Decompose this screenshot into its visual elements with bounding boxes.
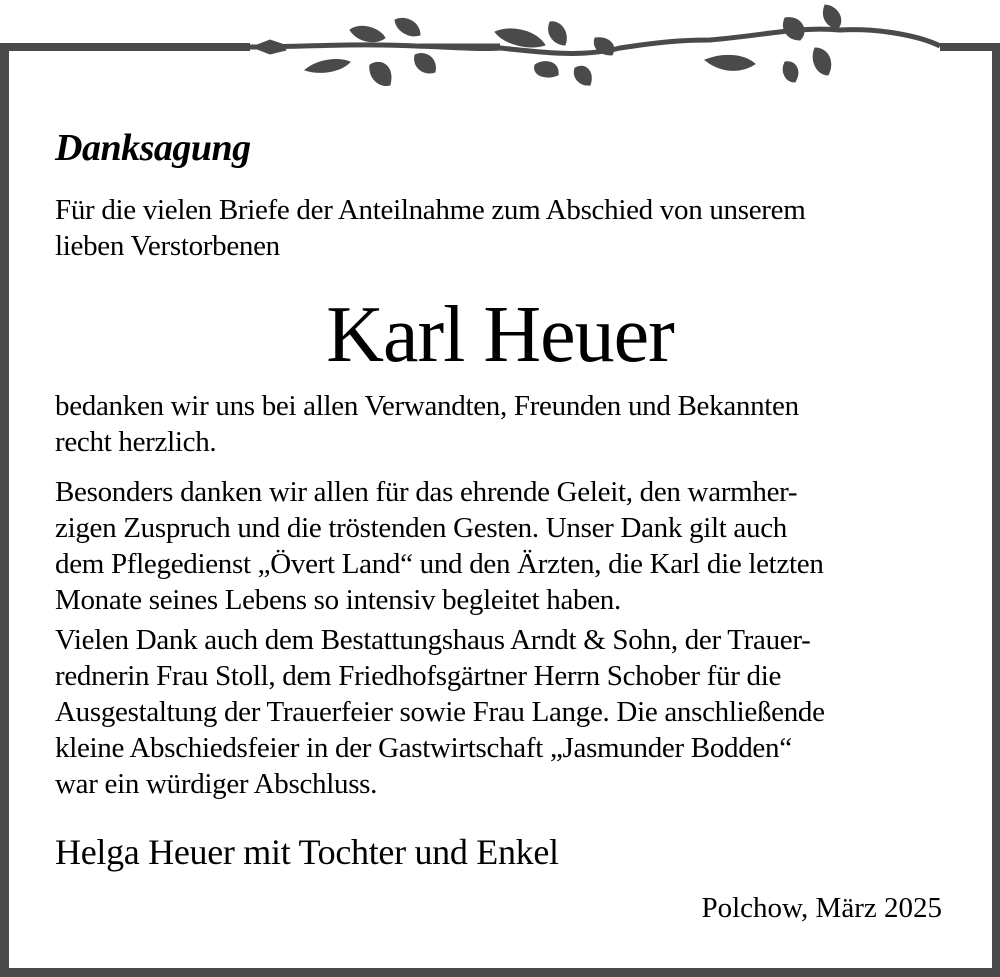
intro-paragraph [55,192,806,264]
funeral-thanks-line: Vielen Dank auch dem Bestattungshaus Arndt & Sohn, der Trauer- [55,624,811,656]
funeral-thanks-line: kleine Abschiedsfeier in der Gastwirtschaft „Jasmunder Bodden“ [55,732,792,764]
frame-bottom-border [0,968,1000,977]
thanks-line: bedanken wir uns bei allen Verwandten, Freunden und Bekannten [55,390,799,422]
place-date: Polchow, März 2025 [701,892,942,924]
funeral-thanks-paragraph [55,622,825,802]
leaf-vine-ornament-icon [240,0,960,95]
obituary-notice [55,120,945,924]
frame-left-border [0,43,9,977]
funeral-thanks-line: Ausgestaltung der Trauerfeier sowie Frau Lange. Die anschließende [55,696,825,728]
special-thanks-line: Monate seines Lebens so intensiv begleitet haben. [55,584,621,616]
signature: Helga Heuer mit Tochter und Enkel [55,832,559,872]
thanks-paragraph [55,388,799,460]
frame-right-border [992,43,1000,977]
frame-top-left-line [0,43,250,51]
deceased-name: Karl Heuer [326,291,674,379]
funeral-thanks-line: rednerin Frau Stoll, dem Friedhofsgärtner Herrn Schober für die [55,660,782,692]
special-thanks-paragraph [55,474,824,618]
special-thanks-line: Besonders danken wir allen für das ehrende Geleit, den warmher- [55,476,798,508]
special-thanks-line: zigen Zuspruch und die tröstenden Gesten. Unser Dank gilt auch [55,512,787,544]
thanks-line: recht herzlich. [55,426,217,458]
funeral-thanks-line: war ein würdiger Abschluss. [55,768,378,800]
special-thanks-line: dem Pflegedienst „Övert Land“ und den Ärzten, die Karl die letzten [55,548,824,580]
notice-heading: Danksagung [55,127,251,169]
intro-line: lieben Verstorbenen [55,230,280,262]
intro-line: Für die vielen Briefe der Anteilnahme zum Abschied von unserem [55,194,806,226]
